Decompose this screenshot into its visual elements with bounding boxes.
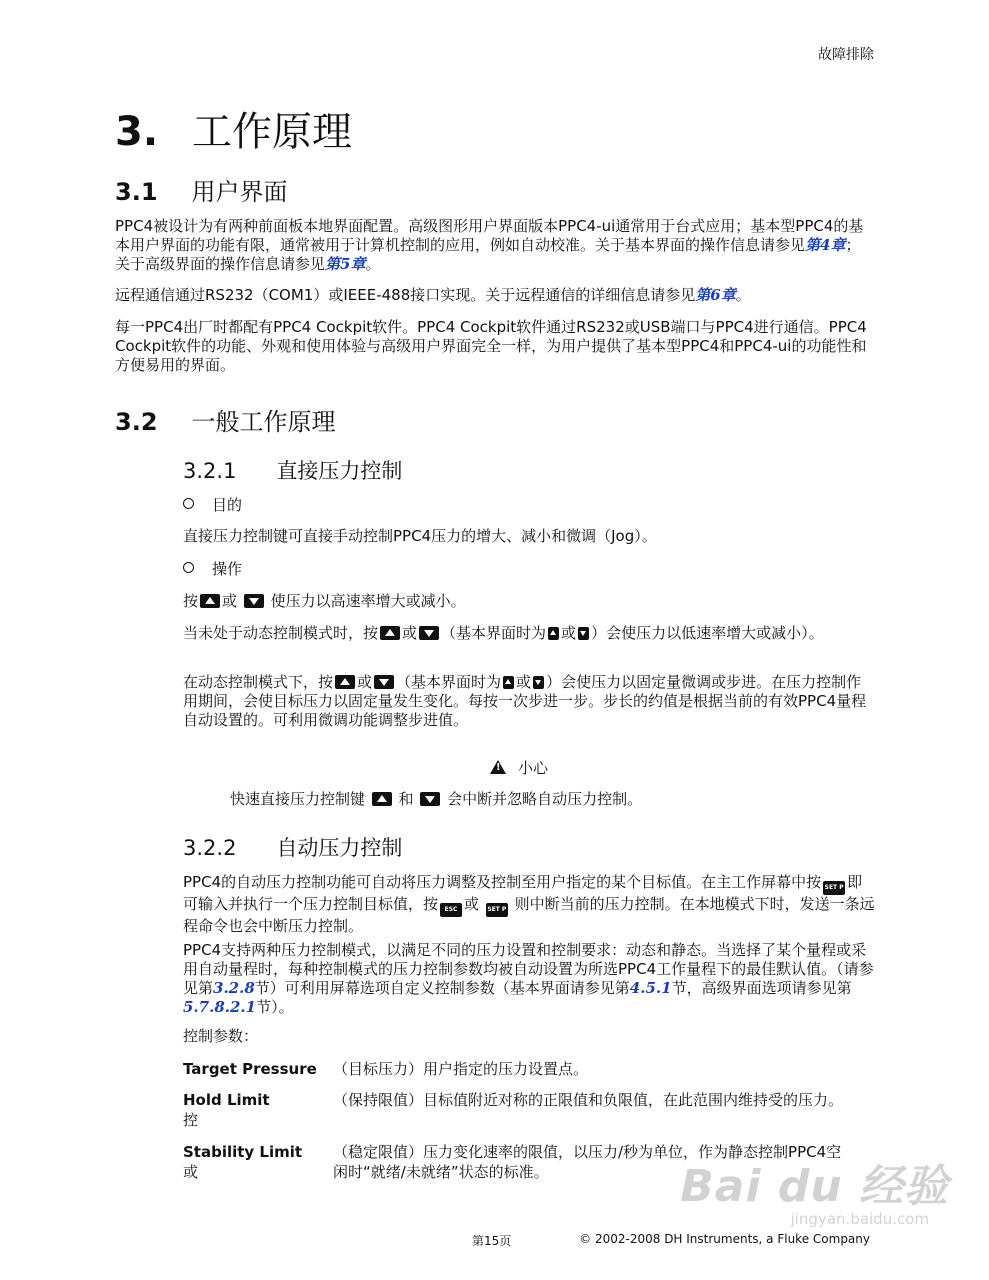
- set-p-key-icon: SET P: [823, 881, 845, 895]
- running-header: 故障排除: [818, 47, 874, 63]
- subsection-title: 直接压力控制: [276, 459, 403, 483]
- down-arrow-key-icon: [419, 626, 439, 640]
- watermark-url: jingyan.baidu.com: [790, 1210, 929, 1228]
- basic-down-key-icon: [578, 627, 589, 640]
- chapter-number: 3.: [115, 109, 159, 155]
- param-desc-stability-limit: （稳定限值）压力变化速率的限值，以压力/秒为单位，作为静态控制PPC4空闲时“就绪/未就绪”状态的标准。: [333, 1143, 842, 1181]
- circle-bullet-icon: [183, 498, 194, 509]
- chapter-title: 工作原理: [192, 109, 353, 155]
- section-3-2-8-link[interactable]: 3.2.8: [213, 979, 255, 997]
- operation-para-1: 按 或 使压力以高速率增大或减小。: [183, 592, 466, 610]
- caution-text: 快速直接压力控制键 和 会中断并忽略自动压力控制。: [230, 790, 643, 808]
- subsection-number: 3.2.1: [183, 459, 237, 483]
- subsection-title: 自动压力控制: [276, 836, 403, 860]
- s322-paragraph-1: PPC4的自动压力控制功能可自动将压力调整及控制至用户指定的某个目标值。在主工作屏幕中按 SET P 即可输入并执行一个压力控制目标值，按 ESC 或 SET P 则中断当前的压力控制。在本地模式下时，发送一条远程命令也会中断压力控制。: [183, 873, 875, 935]
- esc-key-icon: ESC: [440, 903, 462, 917]
- warning-triangle-icon: [490, 760, 506, 774]
- up-arrow-key-icon: [380, 626, 400, 640]
- up-arrow-key-icon: [372, 792, 392, 806]
- basic-up-key-icon: [503, 676, 514, 689]
- watermark-logo: Bai du 经验: [680, 1161, 949, 1212]
- param-desc-target-pressure: （目标压力）用户指定的压力设置点。: [333, 1060, 589, 1078]
- chapter-5-link[interactable]: 第5章: [325, 255, 366, 273]
- basic-down-key-icon: [533, 676, 544, 689]
- section-3-2-2-heading: [183, 832, 402, 862]
- section-3-1-heading: [115, 172, 288, 207]
- copyright: © 2002-2008 DH Instruments, a Fluke Company: [579, 1232, 870, 1246]
- operation-para-2: 当未处于动态控制模式时，按 或 （基本界面时为 或 ）会使压力以低速率增大或减小）。: [183, 624, 824, 642]
- down-arrow-key-icon: [420, 792, 440, 806]
- params-label: 控制参数：: [183, 1027, 259, 1045]
- set-p-key-icon: SET P: [486, 903, 508, 917]
- param-name-stability-limit: Stability Limit 或: [183, 1143, 303, 1181]
- bullet-operation: 操作: [183, 558, 242, 579]
- purpose-text: 直接压力控制键可直接手动控制PPC4压力的增大、减小和微调（Jog）。: [183, 527, 657, 545]
- basic-up-key-icon: [548, 627, 559, 640]
- subsection-number: 3.2.2: [183, 836, 237, 860]
- section-title: 一般工作原理: [191, 408, 336, 436]
- section-number: 3.1: [115, 178, 158, 206]
- bullet-purpose: 目的: [183, 494, 242, 515]
- param-name-hold-limit: Hold Limit 控: [183, 1091, 270, 1129]
- s322-paragraph-2: PPC4支持两种压力控制模式，以满足不同的压力设置和控制要求：动态和静态。当选择了某个量程或采用自动量程时，每种控制模式的压力控制参数均被自动设置为所选PPC4工作量程下的最佳默认值。（请参见第3.2.8节）可利用屏幕选项自定义控制参数（基本界面请参见第4.5.1节，高级界面选项请参见第5.7.8.2.1节）。: [183, 941, 874, 1016]
- s31-paragraph-2: 远程通信通过RS232（COM1）或IEEE-488接口实现。关于远程通信的详细信息请参见第6章。: [115, 286, 751, 304]
- up-arrow-key-icon: [200, 594, 220, 608]
- caution-heading: !小心: [490, 757, 548, 778]
- baidu-watermark: [680, 1150, 949, 1228]
- chapter-6-link[interactable]: 第6章: [695, 286, 736, 304]
- section-number: 3.2: [115, 408, 158, 436]
- param-desc-hold-limit: （保持限值）目标值附近对称的正限值和负限值，在此范围内维持受的压力。: [333, 1091, 844, 1109]
- section-5-7-8-2-1-link[interactable]: 5.7.8.2.1: [183, 998, 257, 1016]
- operation-para-3: 在动态控制模式下，按 或 （基本界面时为 或 ）会使压力以固定量微调或步进。在压力控制作用期间，会使目标压力以固定量发生变化。每按一次步进一步。步长的约值是根据当前的有效PPC4量程自动设置的。可利用微调功能调整步进值。: [183, 673, 867, 729]
- circle-bullet-icon: [183, 562, 194, 573]
- page-number: 第15页: [472, 1234, 512, 1248]
- chapter-heading: [115, 100, 352, 157]
- s31-paragraph-1: PPC4被设计为有两种前面板本地界面配置。高级图形用户界面版本PPC4-ui通常用于台式应用；基本型PPC4的基本用户界面的功能有限，通常被用于计算机控制的应用，例如自动校准。关于基本界面的操作信息请参见第4章；关于高级界面的操作信息请参见第5章。: [115, 217, 864, 273]
- section-4-5-1-link[interactable]: 4.5.1: [629, 979, 672, 997]
- down-arrow-key-icon: [374, 675, 394, 689]
- chapter-4-link[interactable]: 第4章: [805, 236, 846, 254]
- down-arrow-key-icon: [244, 594, 264, 608]
- section-3-2-heading: [115, 402, 336, 437]
- param-name-target-pressure: Target Pressure: [183, 1060, 317, 1078]
- up-arrow-key-icon: [335, 675, 355, 689]
- section-3-2-1-heading: [183, 455, 402, 485]
- s31-paragraph-3: 每一PPC4出厂时都配有PPC4 Cockpit软件。PPC4 Cockpit软件通过RS232或USB端口与PPC4进行通信。PPC4 Cockpit软件的功能、外观和使用体验与高级用户界面完全一样，为用户提供了基本型PPC4和PPC4-ui的功能性和方便易用的界面。: [115, 318, 867, 374]
- section-title: 用户界面: [191, 178, 288, 206]
